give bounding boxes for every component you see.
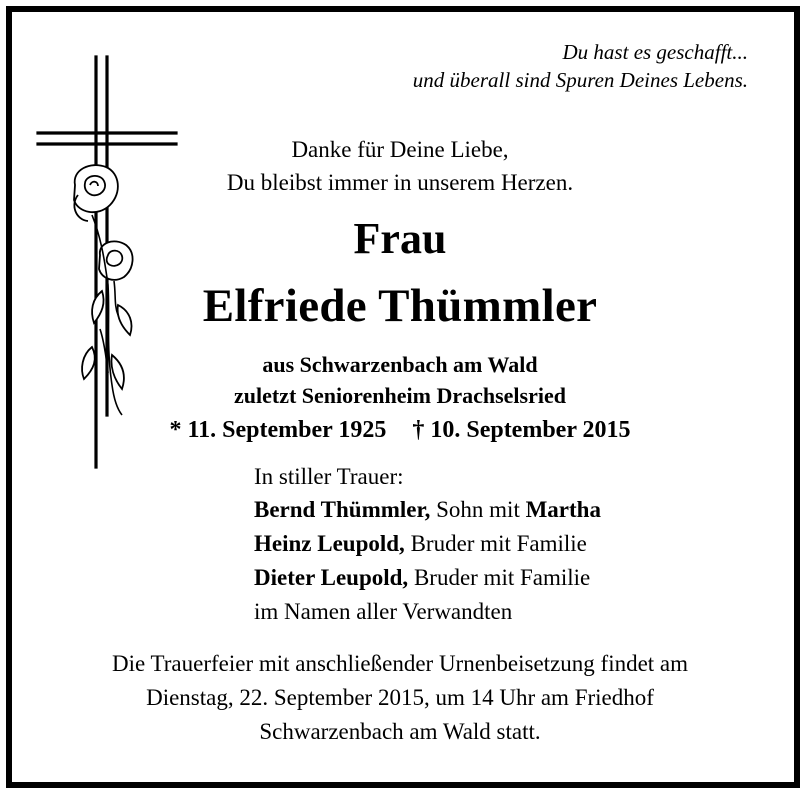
cross-with-roses-icon (30, 55, 190, 475)
deceased-origin: aus Schwarzenbach am Wald (262, 352, 538, 377)
mourner-name: Bernd Thümmler, (254, 497, 431, 522)
mourners-intro: In stiller Trauer: (254, 464, 404, 489)
death-date: † 10. September 2015 (412, 417, 631, 443)
service-line-2: Dienstag, 22. September 2015, um 14 Uhr am Friedhof (146, 685, 654, 710)
mourner-row (254, 562, 590, 594)
service-line-1: Die Trauerfeier mit anschließender Urnenbeisetzung findet am (111, 651, 689, 676)
mourner-relation: Sohn mit (430, 497, 526, 522)
mourner-name: Heinz Leupold, (254, 531, 405, 556)
thanks-line-2: Du bleibst immer in unserem Herzen. (226, 170, 574, 195)
birth-date: * 11. September 1925 (169, 417, 387, 443)
mourner-relation: Bruder mit Familie (408, 565, 591, 590)
mourner-name: Dieter Leupold, (254, 565, 409, 590)
mourner-relation: Bruder mit Familie (404, 531, 587, 556)
life-dates (0, 414, 800, 446)
deceased-last-residence: zuletzt Seniorenheim Drachselsried (234, 383, 566, 408)
mourner-row (254, 528, 587, 560)
deceased-name: Elfriede Thümmler (202, 280, 598, 332)
deceased-title: Frau (353, 214, 447, 263)
service-line-3: Schwarzenbach am Wald statt. (259, 719, 541, 744)
motto-line-2: und überall sind Spuren Deines Lebens. (412, 68, 748, 92)
thanks-line-1: Danke für Deine Liebe, (291, 137, 509, 162)
mourner-partner: Martha (525, 497, 601, 522)
motto-line-1: Du hast es geschafft... (562, 40, 748, 64)
mourners-closing: im Namen aller Verwandten (254, 599, 513, 624)
mourner-row (254, 494, 601, 526)
